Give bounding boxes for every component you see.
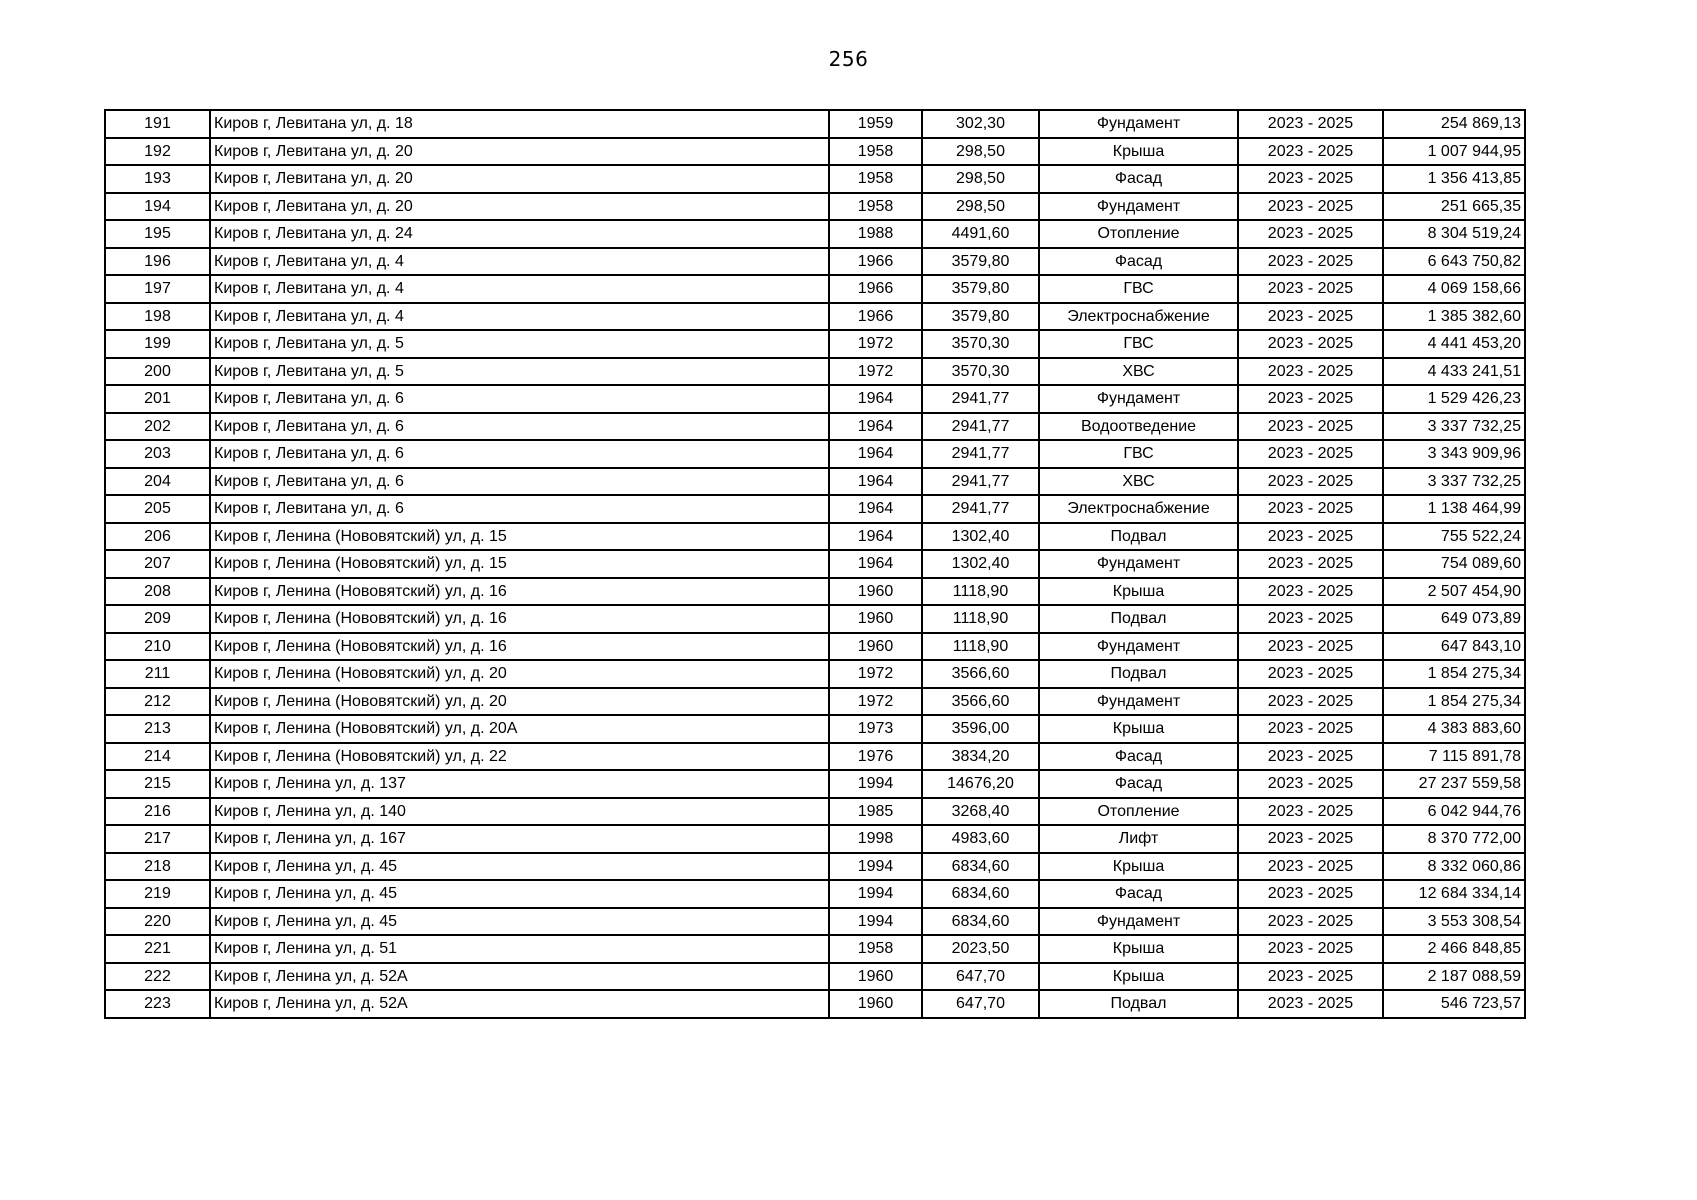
address-cell: Киров г, Ленина (Нововятский) ул, д. 20	[210, 688, 829, 716]
row-number-cell: 213	[105, 715, 210, 743]
period-cell: 2023 - 2025	[1238, 523, 1383, 551]
period-cell: 2023 - 2025	[1238, 880, 1383, 908]
cost-cell: 4 069 158,66	[1383, 275, 1525, 303]
address-cell: Киров г, Ленина (Нововятский) ул, д. 20	[210, 660, 829, 688]
table-row	[105, 220, 1525, 248]
address-cell: Киров г, Левитана ул, д. 20	[210, 138, 829, 166]
area-cell: 3834,20	[922, 743, 1039, 771]
build-year-cell: 1998	[829, 825, 922, 853]
work-type-cell: Электроснабжение	[1039, 495, 1238, 523]
build-year-cell: 1960	[829, 963, 922, 991]
address-cell: Киров г, Левитана ул, д. 4	[210, 275, 829, 303]
area-cell: 1118,90	[922, 605, 1039, 633]
cost-cell: 1 007 944,95	[1383, 138, 1525, 166]
row-number-cell: 202	[105, 413, 210, 441]
work-type-cell: Фасад	[1039, 880, 1238, 908]
row-number-cell: 208	[105, 578, 210, 606]
work-type-cell: Фасад	[1039, 743, 1238, 771]
area-cell: 3579,80	[922, 275, 1039, 303]
period-cell: 2023 - 2025	[1238, 935, 1383, 963]
period-cell: 2023 - 2025	[1238, 275, 1383, 303]
table-row	[105, 990, 1525, 1018]
period-cell: 2023 - 2025	[1238, 468, 1383, 496]
build-year-cell: 1958	[829, 165, 922, 193]
address-cell: Киров г, Левитана ул, д. 6	[210, 440, 829, 468]
cost-cell: 7 115 891,78	[1383, 743, 1525, 771]
cost-cell: 4 383 883,60	[1383, 715, 1525, 743]
row-number-cell: 221	[105, 935, 210, 963]
period-cell: 2023 - 2025	[1238, 193, 1383, 221]
address-cell: Киров г, Ленина ул, д. 137	[210, 770, 829, 798]
build-year-cell: 1988	[829, 220, 922, 248]
table-row	[105, 743, 1525, 771]
work-type-cell: ГВС	[1039, 440, 1238, 468]
address-cell: Киров г, Ленина (Нововятский) ул, д. 15	[210, 523, 829, 551]
area-cell: 3579,80	[922, 248, 1039, 276]
area-cell: 3579,80	[922, 303, 1039, 331]
area-cell: 298,50	[922, 193, 1039, 221]
work-type-cell: Фундамент	[1039, 633, 1238, 661]
table-row	[105, 275, 1525, 303]
work-type-cell: ГВС	[1039, 275, 1238, 303]
repair-schedule-table	[104, 109, 1526, 1019]
area-cell: 1118,90	[922, 578, 1039, 606]
build-year-cell: 1959	[829, 110, 922, 138]
table-row	[105, 908, 1525, 936]
row-number-cell: 191	[105, 110, 210, 138]
address-cell: Киров г, Ленина (Нововятский) ул, д. 16	[210, 605, 829, 633]
build-year-cell: 1960	[829, 605, 922, 633]
period-cell: 2023 - 2025	[1238, 495, 1383, 523]
build-year-cell: 1960	[829, 633, 922, 661]
work-type-cell: Фасад	[1039, 770, 1238, 798]
cost-cell: 1 138 464,99	[1383, 495, 1525, 523]
period-cell: 2023 - 2025	[1238, 413, 1383, 441]
address-cell: Киров г, Левитана ул, д. 4	[210, 248, 829, 276]
address-cell: Киров г, Ленина ул, д. 45	[210, 880, 829, 908]
period-cell: 2023 - 2025	[1238, 138, 1383, 166]
address-cell: Киров г, Ленина (Нововятский) ул, д. 16	[210, 633, 829, 661]
period-cell: 2023 - 2025	[1238, 770, 1383, 798]
area-cell: 1302,40	[922, 550, 1039, 578]
period-cell: 2023 - 2025	[1238, 633, 1383, 661]
build-year-cell: 1994	[829, 908, 922, 936]
cost-cell: 251 665,35	[1383, 193, 1525, 221]
build-year-cell: 1994	[829, 770, 922, 798]
table-row	[105, 853, 1525, 881]
row-number-cell: 222	[105, 963, 210, 991]
work-type-cell: ГВС	[1039, 330, 1238, 358]
work-type-cell: ХВС	[1039, 358, 1238, 386]
row-number-cell: 215	[105, 770, 210, 798]
area-cell: 4983,60	[922, 825, 1039, 853]
period-cell: 2023 - 2025	[1238, 165, 1383, 193]
period-cell: 2023 - 2025	[1238, 220, 1383, 248]
work-type-cell: Крыша	[1039, 715, 1238, 743]
build-year-cell: 1972	[829, 688, 922, 716]
page-number: 256	[828, 47, 869, 71]
build-year-cell: 1960	[829, 990, 922, 1018]
row-number-cell: 196	[105, 248, 210, 276]
table-row	[105, 303, 1525, 331]
work-type-cell: Подвал	[1039, 660, 1238, 688]
build-year-cell: 1964	[829, 550, 922, 578]
row-number-cell: 207	[105, 550, 210, 578]
area-cell: 2941,77	[922, 468, 1039, 496]
work-type-cell: Электроснабжение	[1039, 303, 1238, 331]
row-number-cell: 193	[105, 165, 210, 193]
build-year-cell: 1973	[829, 715, 922, 743]
period-cell: 2023 - 2025	[1238, 440, 1383, 468]
address-cell: Киров г, Левитана ул, д. 6	[210, 413, 829, 441]
area-cell: 14676,20	[922, 770, 1039, 798]
build-year-cell: 1964	[829, 468, 922, 496]
cost-cell: 649 073,89	[1383, 605, 1525, 633]
work-type-cell: Фундамент	[1039, 385, 1238, 413]
period-cell: 2023 - 2025	[1238, 743, 1383, 771]
address-cell: Киров г, Ленина ул, д. 167	[210, 825, 829, 853]
address-cell: Киров г, Ленина ул, д. 140	[210, 798, 829, 826]
row-number-cell: 218	[105, 853, 210, 881]
cost-cell: 647 843,10	[1383, 633, 1525, 661]
work-type-cell: Лифт	[1039, 825, 1238, 853]
area-cell: 2941,77	[922, 413, 1039, 441]
cost-cell: 755 522,24	[1383, 523, 1525, 551]
work-type-cell: Фундамент	[1039, 110, 1238, 138]
period-cell: 2023 - 2025	[1238, 248, 1383, 276]
table-row	[105, 165, 1525, 193]
row-number-cell: 200	[105, 358, 210, 386]
row-number-cell: 197	[105, 275, 210, 303]
table-row	[105, 330, 1525, 358]
work-type-cell: Фасад	[1039, 248, 1238, 276]
area-cell: 3566,60	[922, 688, 1039, 716]
cost-cell: 754 089,60	[1383, 550, 1525, 578]
build-year-cell: 1966	[829, 275, 922, 303]
area-cell: 298,50	[922, 138, 1039, 166]
cost-cell: 2 187 088,59	[1383, 963, 1525, 991]
cost-cell: 1 385 382,60	[1383, 303, 1525, 331]
build-year-cell: 1985	[829, 798, 922, 826]
table-row	[105, 550, 1525, 578]
cost-cell: 4 441 453,20	[1383, 330, 1525, 358]
table-row	[105, 963, 1525, 991]
table-row	[105, 413, 1525, 441]
period-cell: 2023 - 2025	[1238, 990, 1383, 1018]
build-year-cell: 1972	[829, 330, 922, 358]
table-row	[105, 715, 1525, 743]
cost-cell: 12 684 334,14	[1383, 880, 1525, 908]
address-cell: Киров г, Ленина (Нововятский) ул, д. 15	[210, 550, 829, 578]
row-number-cell: 194	[105, 193, 210, 221]
build-year-cell: 1960	[829, 578, 922, 606]
table-row	[105, 633, 1525, 661]
work-type-cell: ХВС	[1039, 468, 1238, 496]
period-cell: 2023 - 2025	[1238, 358, 1383, 386]
build-year-cell: 1958	[829, 935, 922, 963]
table-body	[105, 110, 1525, 1018]
table-row	[105, 468, 1525, 496]
area-cell: 2941,77	[922, 385, 1039, 413]
address-cell: Киров г, Ленина (Нововятский) ул, д. 22	[210, 743, 829, 771]
cost-cell: 4 433 241,51	[1383, 358, 1525, 386]
row-number-cell: 204	[105, 468, 210, 496]
area-cell: 1118,90	[922, 633, 1039, 661]
period-cell: 2023 - 2025	[1238, 605, 1383, 633]
cost-cell: 2 507 454,90	[1383, 578, 1525, 606]
period-cell: 2023 - 2025	[1238, 578, 1383, 606]
table-row	[105, 385, 1525, 413]
row-number-cell: 223	[105, 990, 210, 1018]
table-row	[105, 495, 1525, 523]
work-type-cell: Фундамент	[1039, 193, 1238, 221]
address-cell: Киров г, Ленина ул, д. 52А	[210, 963, 829, 991]
period-cell: 2023 - 2025	[1238, 688, 1383, 716]
build-year-cell: 1994	[829, 880, 922, 908]
period-cell: 2023 - 2025	[1238, 660, 1383, 688]
build-year-cell: 1966	[829, 303, 922, 331]
area-cell: 3268,40	[922, 798, 1039, 826]
table-row	[105, 248, 1525, 276]
address-cell: Киров г, Ленина ул, д. 45	[210, 853, 829, 881]
address-cell: Киров г, Ленина ул, д. 45	[210, 908, 829, 936]
period-cell: 2023 - 2025	[1238, 385, 1383, 413]
build-year-cell: 1964	[829, 495, 922, 523]
cost-cell: 1 854 275,34	[1383, 688, 1525, 716]
row-number-cell: 195	[105, 220, 210, 248]
period-cell: 2023 - 2025	[1238, 110, 1383, 138]
work-type-cell: Крыша	[1039, 578, 1238, 606]
cost-cell: 546 723,57	[1383, 990, 1525, 1018]
row-number-cell: 203	[105, 440, 210, 468]
cost-cell: 8 370 772,00	[1383, 825, 1525, 853]
work-type-cell: Фундамент	[1039, 688, 1238, 716]
address-cell: Киров г, Левитана ул, д. 6	[210, 495, 829, 523]
cost-cell: 2 466 848,85	[1383, 935, 1525, 963]
cost-cell: 3 553 308,54	[1383, 908, 1525, 936]
area-cell: 302,30	[922, 110, 1039, 138]
address-cell: Киров г, Левитана ул, д. 24	[210, 220, 829, 248]
period-cell: 2023 - 2025	[1238, 303, 1383, 331]
work-type-cell: Подвал	[1039, 523, 1238, 551]
work-type-cell: Фундамент	[1039, 908, 1238, 936]
table-row	[105, 578, 1525, 606]
cost-cell: 27 237 559,58	[1383, 770, 1525, 798]
area-cell: 6834,60	[922, 880, 1039, 908]
work-type-cell: Подвал	[1039, 605, 1238, 633]
build-year-cell: 1994	[829, 853, 922, 881]
build-year-cell: 1972	[829, 358, 922, 386]
table-row	[105, 880, 1525, 908]
area-cell: 647,70	[922, 990, 1039, 1018]
row-number-cell: 214	[105, 743, 210, 771]
period-cell: 2023 - 2025	[1238, 963, 1383, 991]
period-cell: 2023 - 2025	[1238, 825, 1383, 853]
table-row	[105, 660, 1525, 688]
address-cell: Киров г, Левитана ул, д. 6	[210, 385, 829, 413]
work-type-cell: Водоотведение	[1039, 413, 1238, 441]
area-cell: 2941,77	[922, 495, 1039, 523]
row-number-cell: 212	[105, 688, 210, 716]
row-number-cell: 217	[105, 825, 210, 853]
build-year-cell: 1972	[829, 660, 922, 688]
table-row	[105, 935, 1525, 963]
cost-cell: 3 337 732,25	[1383, 413, 1525, 441]
work-type-cell: Крыша	[1039, 853, 1238, 881]
area-cell: 6834,60	[922, 908, 1039, 936]
address-cell: Киров г, Левитана ул, д. 20	[210, 165, 829, 193]
address-cell: Киров г, Левитана ул, д. 20	[210, 193, 829, 221]
table-row	[105, 193, 1525, 221]
area-cell: 2941,77	[922, 440, 1039, 468]
cost-cell: 1 529 426,23	[1383, 385, 1525, 413]
row-number-cell: 192	[105, 138, 210, 166]
cost-cell: 6 643 750,82	[1383, 248, 1525, 276]
row-number-cell: 206	[105, 523, 210, 551]
build-year-cell: 1958	[829, 138, 922, 166]
row-number-cell: 211	[105, 660, 210, 688]
period-cell: 2023 - 2025	[1238, 798, 1383, 826]
row-number-cell: 201	[105, 385, 210, 413]
work-type-cell: Крыша	[1039, 963, 1238, 991]
row-number-cell: 205	[105, 495, 210, 523]
cost-cell: 3 337 732,25	[1383, 468, 1525, 496]
table-row	[105, 688, 1525, 716]
period-cell: 2023 - 2025	[1238, 715, 1383, 743]
address-cell: Киров г, Ленина ул, д. 51	[210, 935, 829, 963]
address-cell: Киров г, Ленина ул, д. 52А	[210, 990, 829, 1018]
table-row	[105, 138, 1525, 166]
cost-cell: 8 332 060,86	[1383, 853, 1525, 881]
address-cell: Киров г, Ленина (Нововятский) ул, д. 16	[210, 578, 829, 606]
area-cell: 1302,40	[922, 523, 1039, 551]
row-number-cell: 216	[105, 798, 210, 826]
row-number-cell: 220	[105, 908, 210, 936]
work-type-cell: Фасад	[1039, 165, 1238, 193]
table-row	[105, 110, 1525, 138]
address-cell: Киров г, Левитана ул, д. 6	[210, 468, 829, 496]
area-cell: 6834,60	[922, 853, 1039, 881]
cost-cell: 1 854 275,34	[1383, 660, 1525, 688]
period-cell: 2023 - 2025	[1238, 908, 1383, 936]
cost-cell: 6 042 944,76	[1383, 798, 1525, 826]
work-type-cell: Фундамент	[1039, 550, 1238, 578]
table-row	[105, 358, 1525, 386]
build-year-cell: 1964	[829, 385, 922, 413]
area-cell: 3566,60	[922, 660, 1039, 688]
address-cell: Киров г, Левитана ул, д. 4	[210, 303, 829, 331]
period-cell: 2023 - 2025	[1238, 550, 1383, 578]
area-cell: 3570,30	[922, 358, 1039, 386]
row-number-cell: 199	[105, 330, 210, 358]
cost-cell: 254 869,13	[1383, 110, 1525, 138]
period-cell: 2023 - 2025	[1238, 853, 1383, 881]
work-type-cell: Крыша	[1039, 138, 1238, 166]
work-type-cell: Отопление	[1039, 798, 1238, 826]
build-year-cell: 1958	[829, 193, 922, 221]
table-row	[105, 440, 1525, 468]
period-cell: 2023 - 2025	[1238, 330, 1383, 358]
area-cell: 647,70	[922, 963, 1039, 991]
work-type-cell: Отопление	[1039, 220, 1238, 248]
table-row	[105, 825, 1525, 853]
table-row	[105, 770, 1525, 798]
address-cell: Киров г, Ленина (Нововятский) ул, д. 20А	[210, 715, 829, 743]
area-cell: 298,50	[922, 165, 1039, 193]
address-cell: Киров г, Левитана ул, д. 5	[210, 330, 829, 358]
table-row	[105, 523, 1525, 551]
table-row	[105, 798, 1525, 826]
build-year-cell: 1964	[829, 523, 922, 551]
row-number-cell: 210	[105, 633, 210, 661]
address-cell: Киров г, Левитана ул, д. 5	[210, 358, 829, 386]
area-cell: 3570,30	[922, 330, 1039, 358]
row-number-cell: 219	[105, 880, 210, 908]
cost-cell: 8 304 519,24	[1383, 220, 1525, 248]
table-row	[105, 605, 1525, 633]
work-type-cell: Подвал	[1039, 990, 1238, 1018]
address-cell: Киров г, Левитана ул, д. 18	[210, 110, 829, 138]
build-year-cell: 1976	[829, 743, 922, 771]
area-cell: 3596,00	[922, 715, 1039, 743]
row-number-cell: 198	[105, 303, 210, 331]
work-type-cell: Крыша	[1039, 935, 1238, 963]
build-year-cell: 1964	[829, 413, 922, 441]
cost-cell: 1 356 413,85	[1383, 165, 1525, 193]
row-number-cell: 209	[105, 605, 210, 633]
build-year-cell: 1964	[829, 440, 922, 468]
area-cell: 2023,50	[922, 935, 1039, 963]
area-cell: 4491,60	[922, 220, 1039, 248]
cost-cell: 3 343 909,96	[1383, 440, 1525, 468]
build-year-cell: 1966	[829, 248, 922, 276]
